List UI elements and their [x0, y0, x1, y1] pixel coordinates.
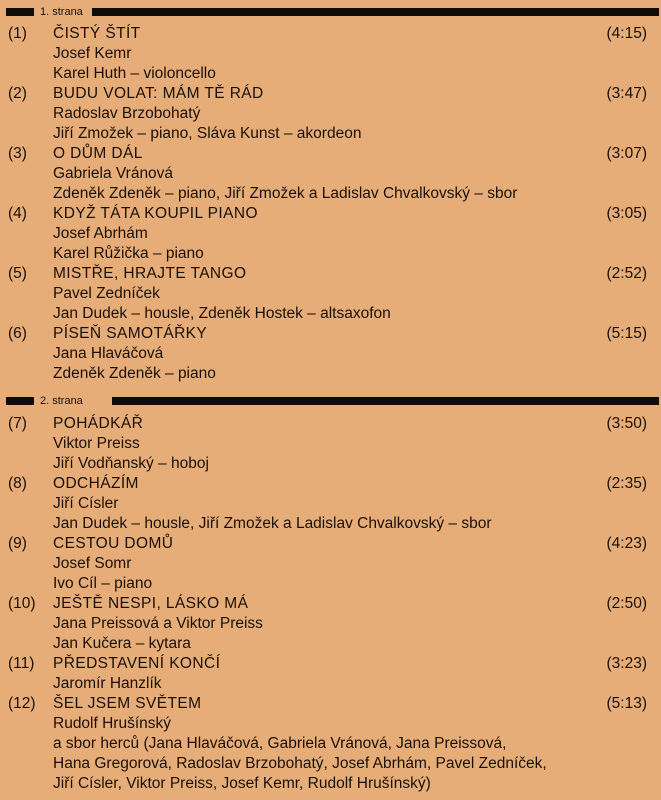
track-credits: Jan Kučera – kytara	[53, 635, 191, 652]
track-title: JEŠTĚ NESPI, LÁSKO MÁ	[53, 595, 249, 612]
track-title: ŠEL JSEM SVĚTEM	[53, 695, 202, 712]
track-duration: (3:07)	[606, 145, 647, 162]
track-credits: Hana Gregorová, Radoslav Brzobohatý, Josef Abrhám, Pavel Zedníček,	[53, 755, 547, 772]
track-performer: Jana Preissová a Viktor Preiss	[53, 615, 263, 632]
track-duration: (4:15)	[606, 25, 647, 42]
track-performer: Jana Hlaváčová	[53, 345, 164, 362]
track-title: ODCHÁZÍM	[53, 475, 139, 492]
track-credits: Ivo Cíl – piano	[53, 575, 153, 592]
track-title: MISTŘE, HRAJTE TANGO	[53, 265, 247, 282]
track-performer: Radoslav Brzobohatý	[53, 105, 201, 122]
side-label: 1. strana	[40, 6, 83, 18]
track-number: (5)	[8, 265, 27, 282]
side-divider-bar	[112, 397, 659, 405]
track-title: O DŮM DÁL	[53, 145, 143, 162]
track-number: (8)	[8, 475, 27, 492]
track-credits: a sbor herců (Jana Hlaváčová, Gabriela Vránová, Jana Preissová,	[53, 735, 507, 752]
track-title: KDYŽ TÁTA KOUPIL PIANO	[53, 205, 258, 222]
track-duration: (2:35)	[606, 475, 647, 492]
side-label: 2. strana	[40, 395, 83, 407]
track-title: POHÁDKÁŘ	[53, 415, 144, 432]
track-title: ČISTÝ ŠTÍT	[53, 25, 141, 42]
track-duration: (5:13)	[606, 695, 647, 712]
track-credits: Zdeněk Zdeněk – piano, Jiří Zmožek a Ladislav Chvalkovský – sbor	[53, 185, 518, 202]
track-credits: Jan Dudek – housle, Zdeněk Hostek – altsaxofon	[53, 305, 391, 322]
track-title: PÍSEŇ SAMOTÁŘKY	[53, 325, 208, 342]
track-duration: (2:52)	[606, 265, 647, 282]
side-marker	[6, 397, 34, 405]
track-number: (6)	[8, 325, 27, 342]
track-duration: (3:47)	[606, 85, 647, 102]
track-number: (9)	[8, 535, 27, 552]
track-title: PŘEDSTAVENÍ KONČÍ	[53, 655, 221, 672]
track-performer: Josef Kemr	[53, 45, 132, 62]
track-performer: Viktor Preiss	[53, 435, 140, 452]
track-performer: Jiří Císler	[53, 495, 119, 512]
track-performer: Josef Somr	[53, 555, 132, 572]
side-2-header	[0, 394, 661, 408]
track-credits: Jan Dudek – housle, Jiří Zmožek a Ladislav Chvalkovský – sbor	[53, 515, 492, 532]
track-title: BUDU VOLAT: MÁM TĚ RÁD	[53, 85, 264, 102]
track-duration: (3:05)	[606, 205, 647, 222]
track-performer: Jaromír Hanzlík	[53, 675, 162, 692]
side-1-header	[0, 5, 661, 19]
track-performer: Pavel Zedníček	[53, 285, 160, 302]
track-duration: (3:50)	[606, 415, 647, 432]
track-performer: Gabriela Vránová	[53, 165, 174, 182]
track-number: (1)	[8, 25, 27, 42]
track-number: (10)	[8, 595, 36, 612]
side-divider-bar	[92, 8, 659, 16]
track-credits: Jiří Zmožek – piano, Sláva Kunst – akordeon	[53, 125, 362, 142]
track-performer: Rudolf Hrušínský	[53, 715, 172, 732]
track-number: (2)	[8, 85, 27, 102]
track-credits: Jiří Císler, Viktor Preiss, Josef Kemr, Rudolf Hrušínský)	[53, 775, 431, 792]
track-duration: (3:23)	[606, 655, 647, 672]
track-number: (3)	[8, 145, 27, 162]
track-number: (11)	[8, 655, 35, 672]
track-number: (12)	[8, 695, 36, 712]
track-title: CESTOU DOMŮ	[53, 535, 174, 552]
track-performer: Josef Abrhám	[53, 225, 148, 242]
track-duration: (4:23)	[606, 535, 647, 552]
track-number: (4)	[8, 205, 27, 222]
side-marker	[6, 8, 34, 16]
track-duration: (5:15)	[606, 325, 647, 342]
track-credits: Karel Huth – violoncello	[53, 65, 216, 82]
track-duration: (2:50)	[606, 595, 647, 612]
track-credits: Karel Růžička – piano	[53, 245, 204, 262]
track-credits: Jiří Vodňanský – hoboj	[53, 455, 209, 472]
track-number: (7)	[8, 415, 27, 432]
track-credits: Zdeněk Zdeněk – piano	[53, 365, 216, 382]
